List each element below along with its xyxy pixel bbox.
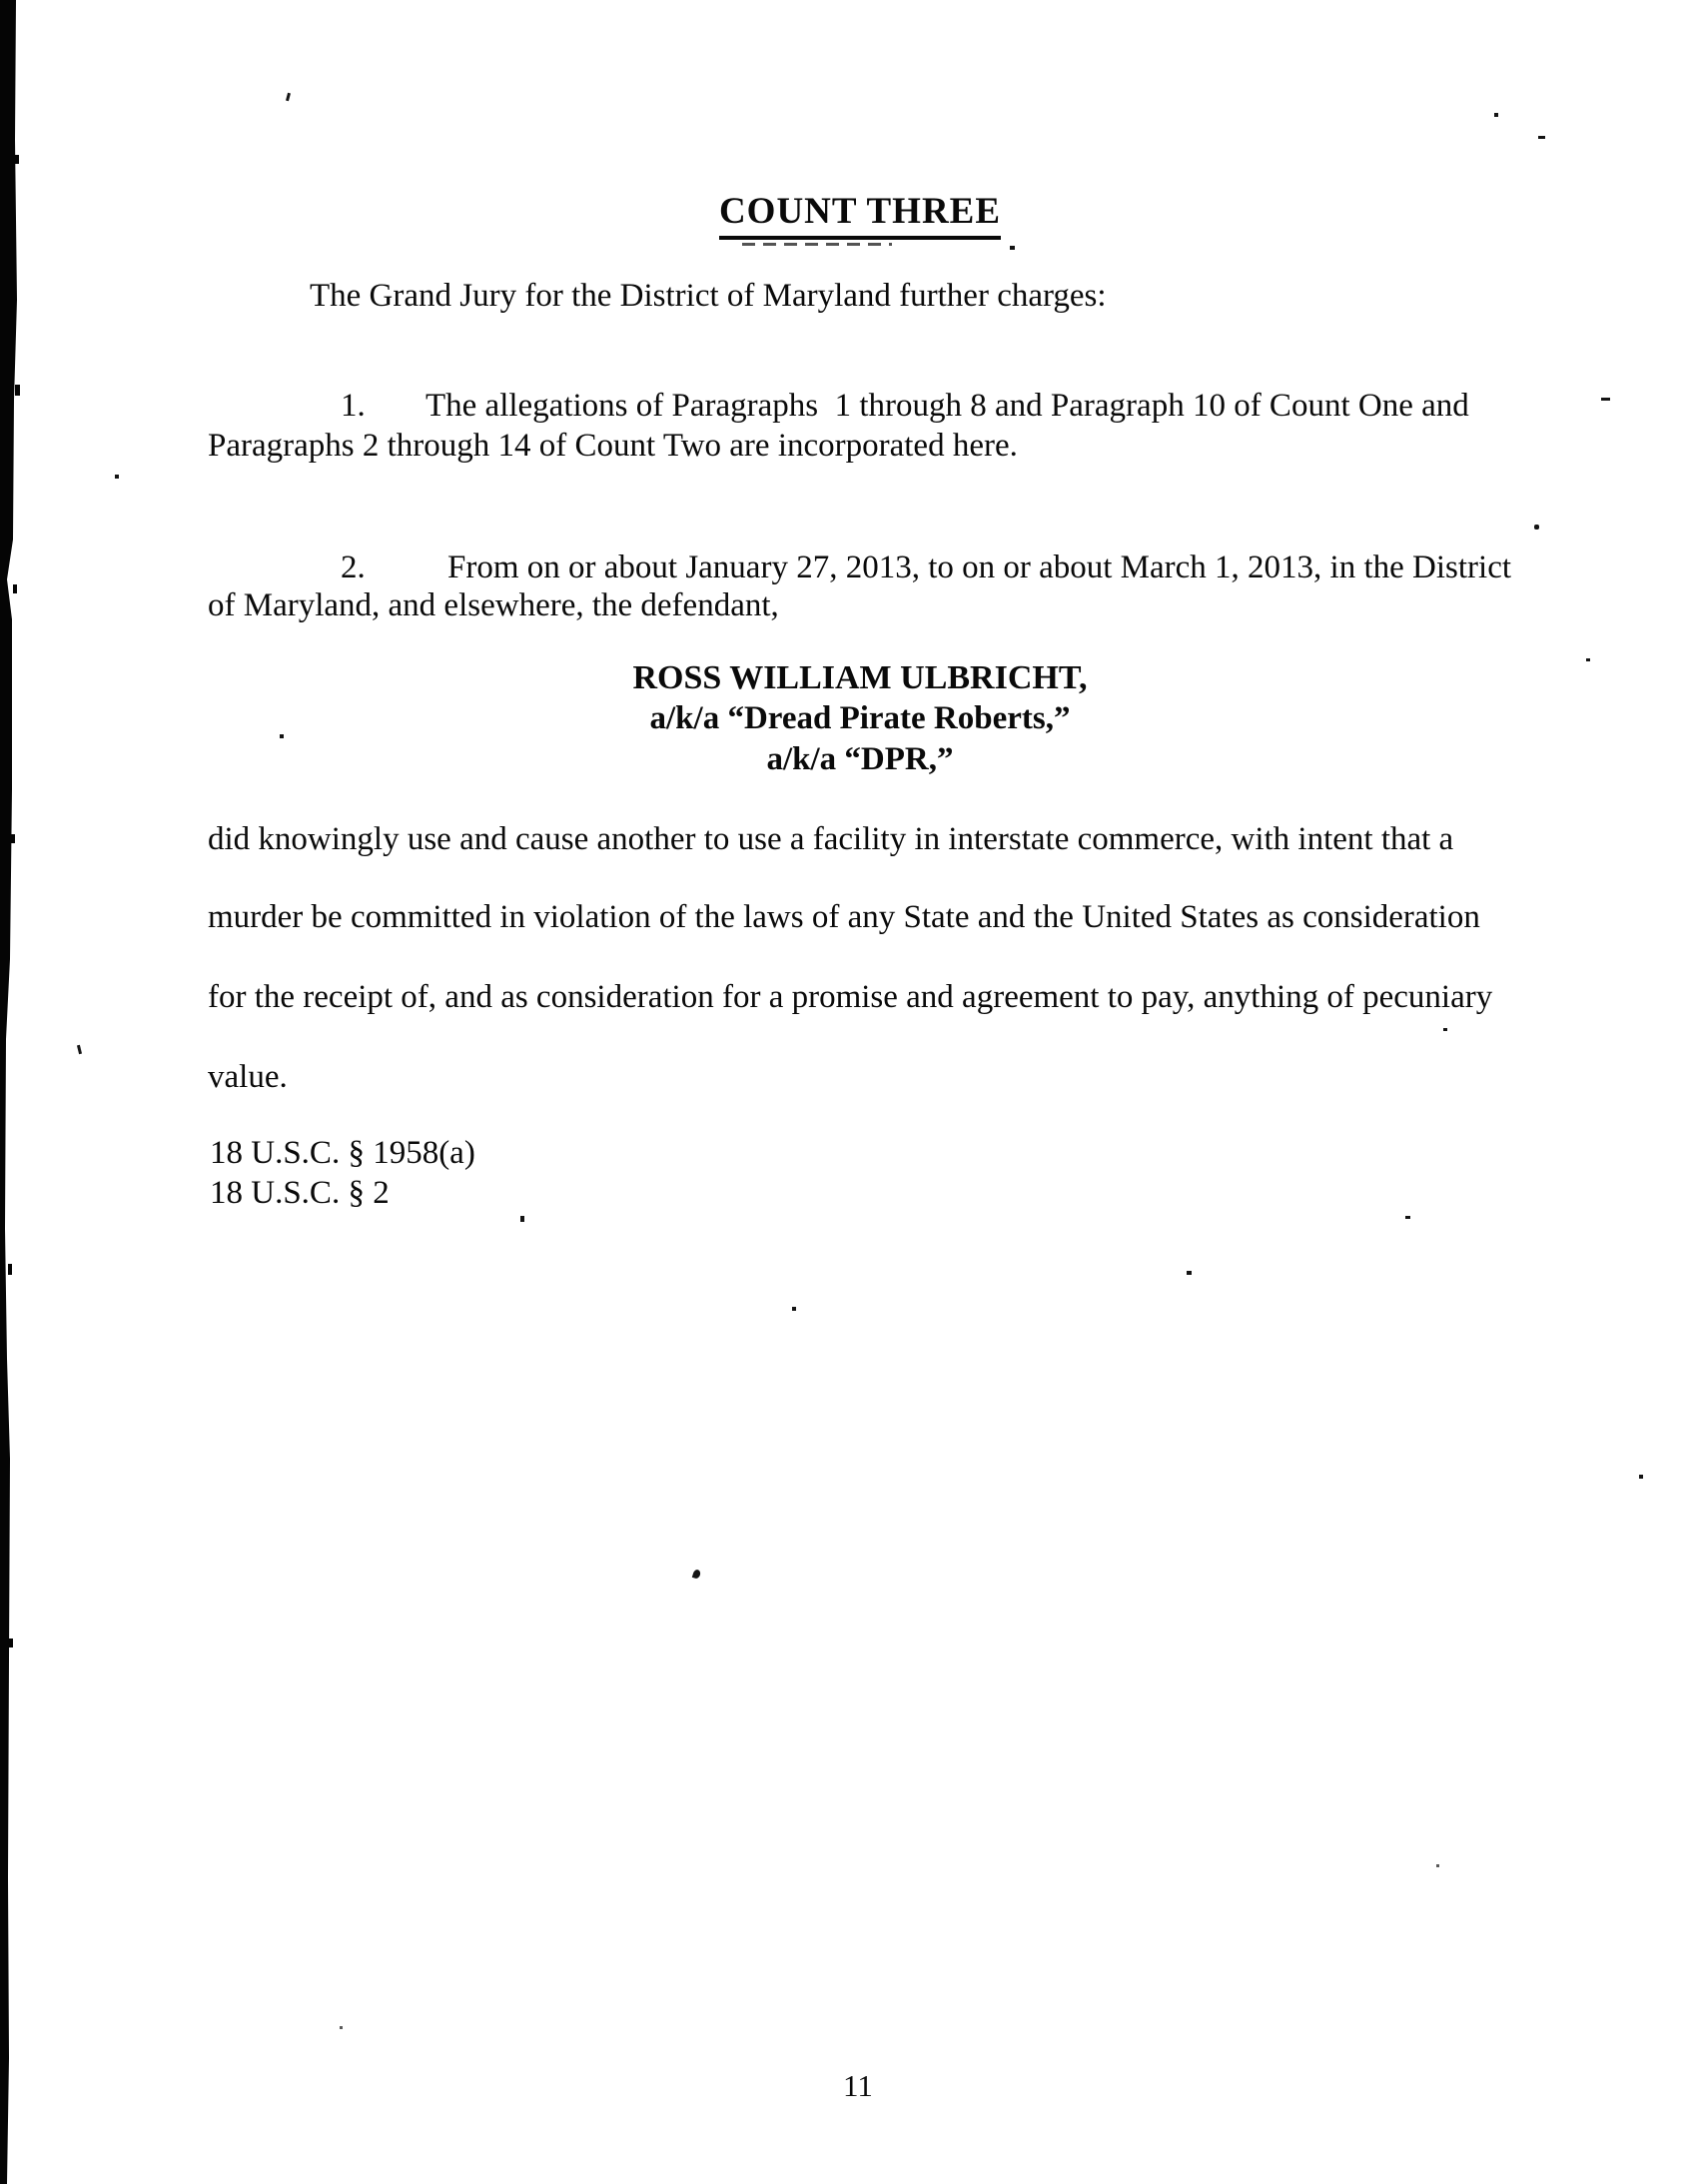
defendant-alias-1: a/k/a “Dread Pirate Roberts,” bbox=[649, 700, 1071, 736]
scan-speck bbox=[1405, 1216, 1410, 1219]
scan-speck bbox=[1187, 1271, 1192, 1275]
statute-citation-2: 18 U.S.C. § 2 bbox=[210, 1175, 390, 1211]
scan-speck bbox=[115, 475, 119, 479]
scan-speck bbox=[1443, 1028, 1447, 1031]
scan-speck bbox=[1586, 658, 1590, 661]
paragraph-2-line-2: of Maryland, and elsewhere, the defendant, bbox=[208, 587, 779, 623]
scan-speck bbox=[1436, 1864, 1439, 1867]
scan-speck bbox=[692, 1569, 701, 1580]
count-heading-wrap bbox=[0, 190, 1698, 240]
scan-edge-artifact bbox=[0, 0, 26, 2184]
body-line-3: for the receipt of, and as consideration for a promise and agreement to pay, anything of pecuniary bbox=[208, 979, 1493, 1015]
scan-speck bbox=[77, 1045, 82, 1054]
count-heading: COUNT THREE bbox=[719, 190, 1001, 240]
paragraph-1-number: 1. bbox=[341, 388, 366, 424]
page-number: 11 bbox=[843, 2068, 873, 2103]
scan-speck bbox=[280, 734, 284, 738]
scan-speck bbox=[520, 1216, 524, 1222]
statute-citation-1: 18 U.S.C. § 1958(a) bbox=[210, 1135, 475, 1171]
scan-speck bbox=[1494, 113, 1498, 117]
paragraph-2-number: 2. bbox=[341, 549, 366, 585]
defendant-name-line: ROSS WILLIAM ULBRICHT, bbox=[632, 659, 1088, 696]
body-line-1: did knowingly use and cause another to use a facility in interstate commerce, with intent that a bbox=[208, 821, 1454, 857]
scan-speck bbox=[1601, 398, 1610, 401]
defendant-alias-2: a/k/a “DPR,” bbox=[766, 741, 954, 777]
scan-speck bbox=[792, 1307, 796, 1311]
body-line-4: value. bbox=[208, 1059, 288, 1095]
paragraph-1-text: The allegations of Paragraphs 1 through 8 and Paragraph 10 of Count One and bbox=[425, 388, 1469, 424]
intro-line: The Grand Jury for the District of Maryland further charges: bbox=[310, 278, 1107, 314]
scan-speck bbox=[286, 93, 291, 102]
underline-scan-remnant bbox=[742, 243, 892, 246]
scan-speck bbox=[340, 2026, 343, 2029]
paragraph-1-line-2: Paragraphs 2 through 14 of Count Two are incorporated here. bbox=[208, 428, 1018, 464]
scan-speck bbox=[1534, 525, 1539, 530]
scan-speck bbox=[1010, 246, 1015, 250]
paragraph-2-text: From on or about January 27, 2013, to on or about March 1, 2013, in the District bbox=[447, 549, 1512, 585]
scan-speck bbox=[1639, 1475, 1643, 1479]
scan-speck bbox=[1538, 136, 1545, 139]
body-line-2: murder be committed in violation of the laws of any State and the United States as consideration bbox=[208, 899, 1480, 935]
